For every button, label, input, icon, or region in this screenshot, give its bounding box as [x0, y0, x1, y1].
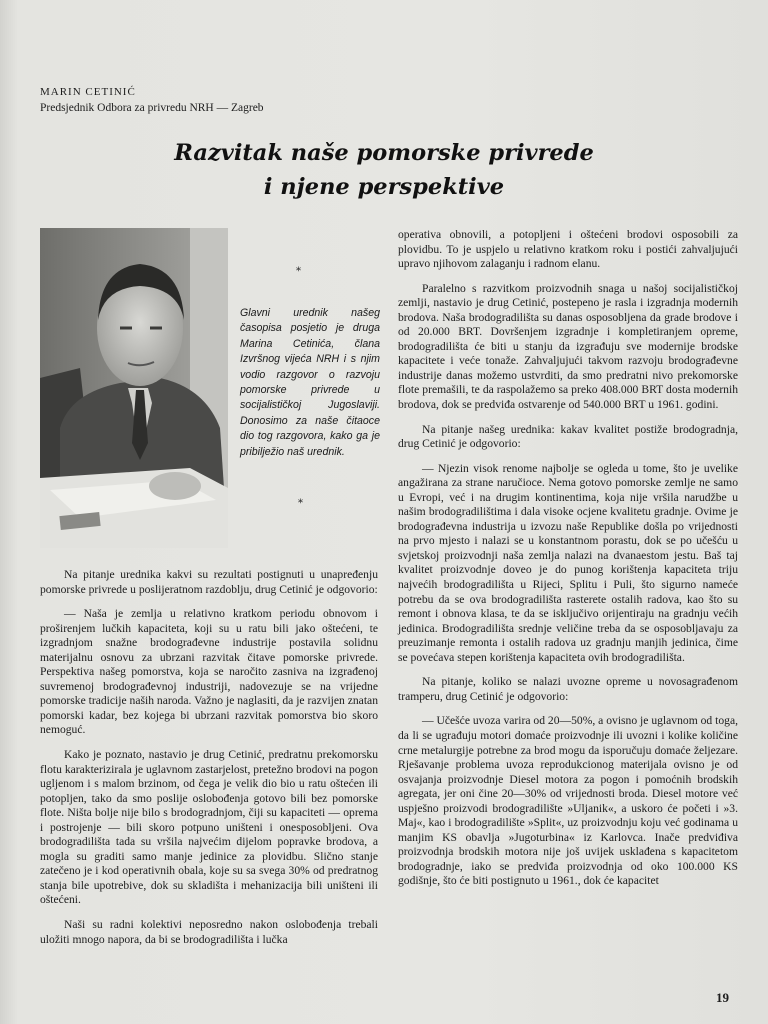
- title-line-2: i njene perspektive: [263, 174, 505, 200]
- paragraph: Paralelno s razvitkom proizvodnih snaga u našoj socijalističkoj zemlji, nastavio je drug Cetinić, postepeno je rasla i izgradnja modernih brodova. Naša brodogradilišta su danas osposobljena da grade brodove i od 20.000 BRT. Dovršenjem izgradnje i kompletiranjem opreme, brodogradilišta će biti u stanju da izgrađuju sve modernije brodske kapacitete i veće tonaže. Zahvaljujući takvom razvoju brodograđevne industrije danas možemo ustvrditi, da smo predratni nivo prekomorske flote premašili, te da raspolažemo sa preko 408.000 BRT dosta modernih brodova, dok se predviđa ostvarenje od 540.000 BRT u 1961. godini.: [398, 281, 738, 412]
- paragraph: — Učešće uvoza varira od 20—50%, a ovisno je uglavnom od toga, da li se ugrađuju motori domaće proizvodnje ili uvozni i kolike količine crne metalurgije potrebne za brod mogu da isporučuju domaće željezare. Rješavanje problema uvoza reprodukcionog materijala ovisno je od osvajanja proizvodnje Diesel motora za pogon i pomoćnih brodskih agregata, jer oni čine 20—30% od vrijednosti broda. Diesel motore već uspješno proizvodi brodogradilište »Uljanik«, a uskoro će početi i »3. Maj«, kao i brodogradilište »Split«, uz proizvodnju koju već godinama u manjim KS obavlja »Jugoturbina« iz Karlovca. Inače predviđiva proizvodnja brodskih motora nije još uvijek usklađena s kapacitetom brodogradnje, iako se predviđa proizvodnja od oko 100.000 KS godišnje, što će biti postignuto u 1961., dok će kapacitet: [398, 714, 738, 888]
- paragraph: Na pitanje urednika kakvi su rezultati postignuti u unapređenju pomorske privrede u poslijeratnom razdoblju, drug Cetinić je odgovorio:: [40, 568, 378, 596]
- paragraph: Kako je poznato, nastavio je drug Cetinić, predratnu prekomorsku flotu karakterizirala je uglavnom zastarjelost, pretežno brodovi na pogon ugljenom i s malom brzinom, od čega je velik dio bio u ratu oštećen ili potopljen, tako da smo poslije oslobođenja gotovo bili bez pomorske flote. Ništa bolje nije bilo s brodogradnjom, čiji su kapaciteti — oprema i postrojenje — bili skoro potpuno uništeni i onesposobljeni. Ova brodogradilišta tada su vršila najvećim dijelom popravke brodova, a mogla su graditi samo manje jedinice za plovidbu. Slično stanje zatečeno je i kod operativnih obala, koje su sa svega 30% od predratnog stanja bile upotrebive, dok su skladišta i mehanizacija bili uništeni ili oštećeni.: [40, 748, 378, 907]
- paragraph: Naši su radni kolektivi neposredno nakon oslobođenja trebali uložiti mnogo napora, da bi se brodogradilišta i lučka: [40, 918, 378, 946]
- ornament-star-bottom: *: [298, 498, 303, 509]
- left-column: [40, 568, 378, 947]
- paragraph: Na pitanje, koliko se nalazi uvozne opreme u novosagrađenom tramperu, drug Cetinić je odgovorio:: [398, 675, 738, 703]
- paragraph: — Naša je zemlja u relativno kratkom periodu obnovom i proširenjem lučkih kapaciteta, koji su u ratu bili jako oštećeni, te izgradnjom snažne brodograđevne industrije postavila solidnu materijalnu osnovu za ubrzani razvitak čitave pomorske privrede. Perspektiva našeg pomorstva, koja se naročito zasniva na izgrađenoj suvremenoj brodograđevnoj industriji, nadovezuje se na vrijedne pomorske tradicije naših naroda. Važno je naglasiti, da je razvijen znatan pomorski kadar, bez kojega bi ubrzani razvitak pomorstva bio skoro nemoguć.: [40, 607, 378, 737]
- right-column: [398, 228, 738, 889]
- article-title: [110, 136, 658, 204]
- paragraph: — Njezin visok renome najbolje se ogleda u tome, što je uvelike angažirana za strane naručioce. Nema gotovo pomorske zemlje ne samo u Evropi, već i na drugim kontinentima, koja nije vršila narudžbe u našim brodogradilištima i dala visoke ocjene kvalitetu gradnje. Ovime je brodograđevna industrija u izvozu naše Republike došla po vrijednosti na prvo mjesto i nalazi se u konstantnom porastu, dok se po učešću u svjetskoj proizvodnji naša zemlja nalazi na dvanaestom jestu. Baš taj kvalitet proizvodnje doveo je do punog korištenja kapaciteta triju najvećih brodogradilišta u Rijeci, Splitu i Puli, što sigurno nameće potrebu da se ova brodogradilišta rasterete ostalih radova, kao što su remont i obnova klasa, te da se isključivo orijentiraju na gradnju većih jedinica. Brodogradilišta srednje veličine treba da se osposobljavaju za preuzimanje remonta i ostalih radova uz gradnju manjih jedinica, čime se povećava stepen korištenja kapaciteta ovih brodogradilišta.: [398, 461, 738, 664]
- intro-text: Glavni urednik našeg časopisa posjetio je druga Marina Cetinića, člana Izvršnog vijeća NRH i s njim vodio razgovor o razvoju pomorske privrede u socijalističkoj Jugoslaviji. Donosimo za naše čitaoce dio tog razgovora, kako ga je pribilježio naš urednik.: [240, 307, 380, 458]
- author-name: MARIN CETINIĆ: [40, 86, 136, 98]
- paragraph: operativa obnovili, a potopljeni i oštećeni brodovi osposobili za plovidbu. To je uspjelo u relativno kratkom roku i postići zahvaljujući upravo njihovom zalaganju i radnom elanu.: [398, 228, 738, 271]
- portrait-illustration: [40, 228, 228, 548]
- title-line-1: Razvitak naše pomorske privrede: [174, 140, 594, 166]
- page-number: 19: [716, 990, 729, 1005]
- paragraph: Na pitanje našeg urednika: kakav kvalitet postiže brodogradnja, drug Cetinić je odgovorio:: [398, 422, 738, 451]
- author-role: Predsjednik Odbora za privredu NRH — Zagreb: [40, 102, 264, 114]
- ornament-star-top: *: [296, 266, 301, 277]
- portrait-photo: [40, 228, 228, 548]
